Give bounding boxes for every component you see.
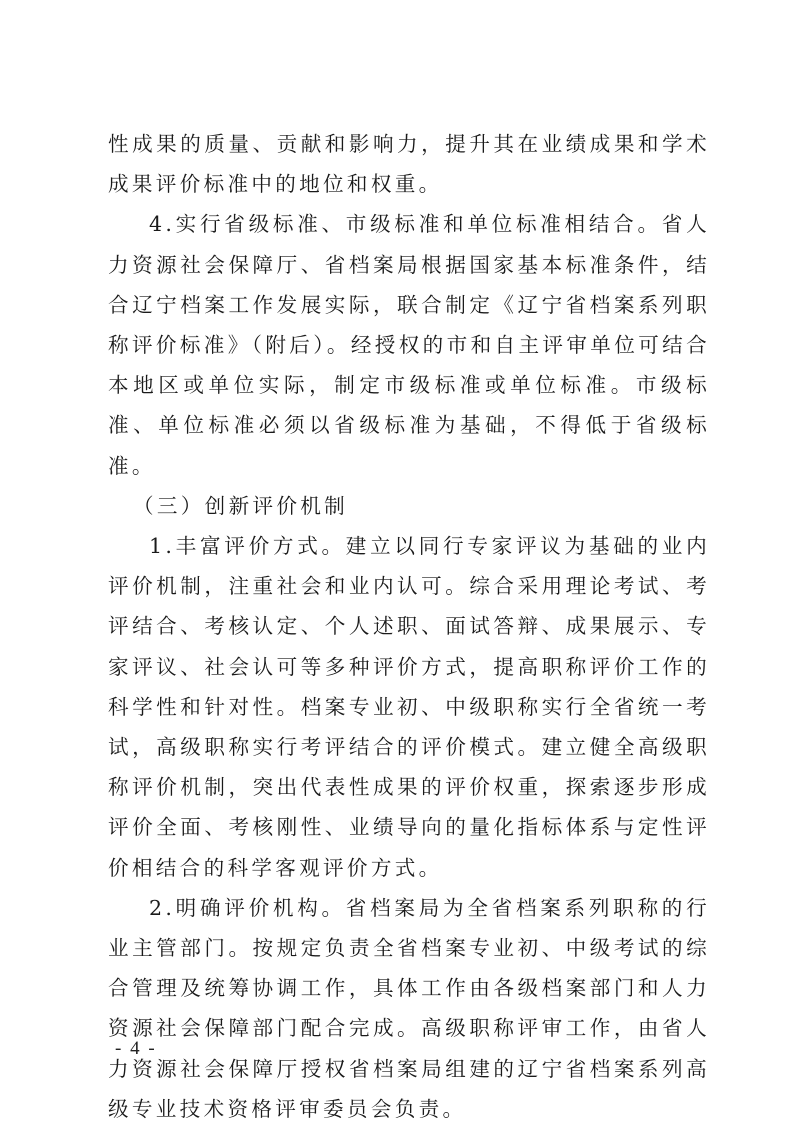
section-heading: （三）创新评价机制: [133, 493, 349, 518]
paragraph-item-1: 1.丰富评价方式。建立以同行专家评议为基础的业内评价机制，注重社会和业内认可。综合采用理论考试、考评结合、考核认定、个人述职、面试答辩、成果展示、专家评议、社会认可等多种评价方式，提高职称评价工作的科学性和针对性。档案专业初、中级职称实行全省统一考试，高级职称实行考评结合的评价模式。建立健全高级职称评价机制，突出代表性成果的评价权重，探索逐步形成评价全面、考核刚性、业绩导向的量化指标体系与定性评价相结合的科学客观评价方式。: [108, 534, 710, 880]
document-body: [108, 124, 710, 1129]
paragraph-continuation: 性成果的质量、贡献和影响力，提升其在业绩成果和学术成果评价标准中的地位和权重。: [108, 132, 710, 197]
page-number: - 4 -: [115, 1038, 157, 1059]
paragraph-item-2: 2.明确评价机构。省档案局为全省档案系列职称的行业主管部门。按规定负责全省档案专业初、中级考试的综合管理及统筹协调工作，具体工作由各级档案部门和人力资源社会保障部门配合完成。高级职称评审工作，由省人力资源社会保障厅授权省档案局组建的辽宁省档案系列高级专业技术资格评审委员会负责。: [108, 895, 710, 1121]
paragraph-item-4: 4.实行省级标准、市级标准和单位标准相结合。省人力资源社会保障厅、省档案局根据国家基本标准条件，结合辽宁档案工作发展实际，联合制定《辽宁省档案系列职称评价标准》（附后）。经授权的市和自主评审单位可结合本地区或单位实际，制定市级标准或单位标准。市级标准、单位标准必须以省级标准为基础，不得低于省级标准。: [108, 212, 710, 478]
